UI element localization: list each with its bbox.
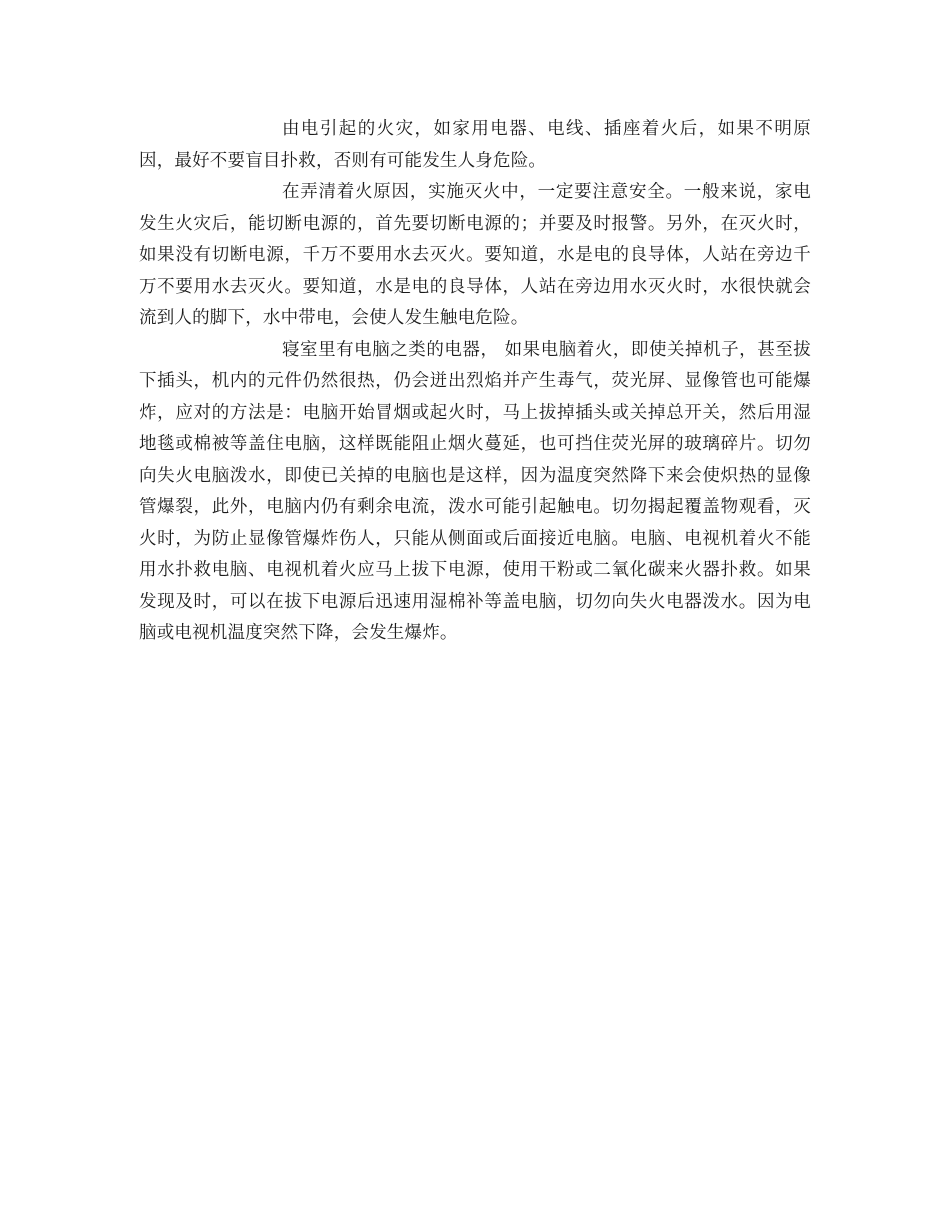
paragraph-electrical-fire-intro: 由电引起的火灾，如家用电器、电线、插座着火后，如果不明原因，最好不要盲目扑救，否则有可能发生人身危险。 — [139, 119, 811, 171]
document-page — [139, 114, 811, 650]
paragraph-power-off-safety: 在弄清着火原因，实施灭火中，一定要注意安全。一般来说，家电发生火灾后，能切断电源的，首先要切断电源的；并要及时报警。另外，在灭火时，如果没有切断电源，千万不要用水去灭火。要知道，水是电的良导体，人站在旁边千万不要用水去灭火。要知道，水是电的良导体，人站在旁边用水灭火时，水很快就会流到人的脚下，水中带电，会使人发生触电危险。 — [139, 182, 811, 328]
paragraph-computer-fire: 寝室里有电脑之类的电器， 如果电脑着火，即使关掉机子，甚至拔下插头，机内的元件仍然很热，仍会迸出烈焰并产生毒气，荧光屏、显像管也可能爆炸，应对的方法是：电脑开始冒烟或起火时，马上拔掉插头或关掉总开关，然后用湿地毯或棉被等盖住电脑，这样既能阻止烟火蔓延，也可挡住荧光屏的玻璃碎片。切勿向失火电脑泼水，即使已关掉的电脑也是这样，因为温度突然降下来会使炽热的显像管爆裂，此外，电脑内仍有剩余电流，泼水可能引起触电。切勿揭起覆盖物观看，灭火时，为防止显像管爆炸伤人，只能从侧面或后面接近电脑。电脑、电视机着火不能用水扑救电脑、电视机着火应马上拔下电源，使用干粉或二氧化碳来火器扑救。如果发现及时，可以在拔下电源后迅速用湿棉补等盖电脑，切勿向失火电器泼水。因为电脑或电视机温度突然下降，会发生爆炸。 — [139, 339, 811, 643]
